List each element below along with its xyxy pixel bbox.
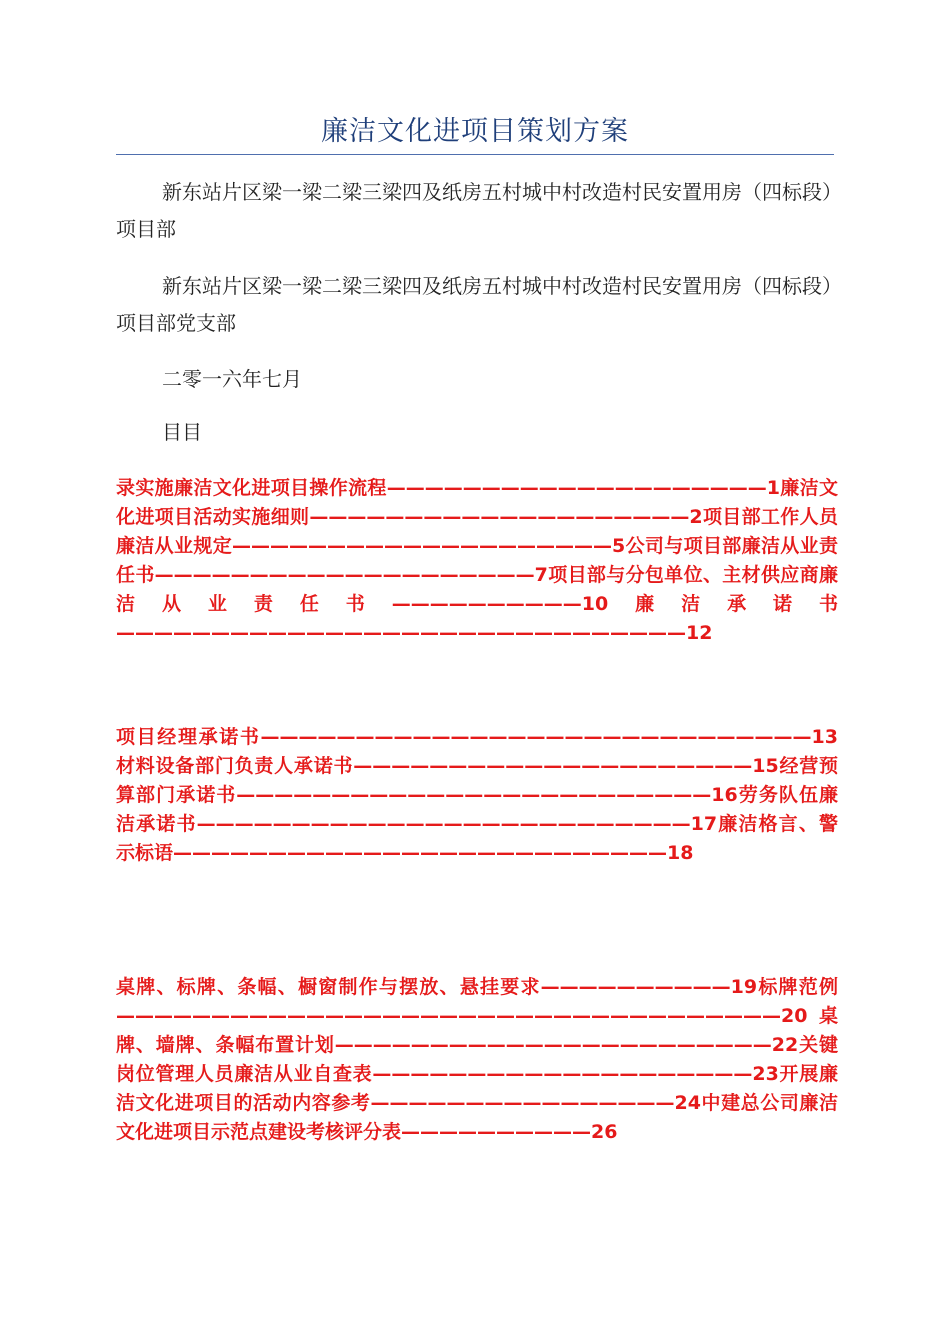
party-branch-paragraph: 新东站片区梁一梁二梁三梁四及纸房五村城中村改造村民安置用房（四标段）项目部党支部 (116, 274, 832, 335)
toc-block-2: 项目经理承诺书—————————————————————————————13材料设备部门负责人承诺书—————————————————————15经营预算部门承诺书—————————————————————————16劳务队伍廉洁承诺书——————————————————————————17廉洁格言、警示标语——————————————————————————18 (116, 726, 838, 864)
title-underline (116, 154, 834, 155)
page-title: 廉洁文化进项目策划方案 (321, 116, 629, 147)
date-paragraph: 二零一六年七月 (162, 367, 302, 391)
toc-block-3: 桌牌、标牌、条幅、橱窗制作与摆放、悬挂要求——————————19标牌范例———————————————————————————————————20桌牌、墙牌、条幅布置计划———————————————————————22关键岗位管理人员廉洁从业自查表————————————————————23开展廉洁文化进项目的活动内容参考————————————————24中建总公司廉洁文化进项目示范点建设考核评分表——————————26 (116, 976, 838, 1143)
contents-heading: 目目 (162, 420, 202, 444)
project-department-paragraph: 新东站片区梁一梁二梁三梁四及纸房五村城中村改造村民安置用房（四标段）项目部 (116, 180, 832, 241)
toc-block-1: 录实施廉洁文化进项目操作流程————————————————————1廉洁文化进项目活动实施细则————————————————————2项目部工作人员廉洁从业规定————————————————————5公司与项目部廉洁从业责任书————————————————————7项目部与分包单位、主材供应商廉洁从业责任书——————————10廉洁承诺书——————————————————————————————12 (116, 477, 838, 644)
